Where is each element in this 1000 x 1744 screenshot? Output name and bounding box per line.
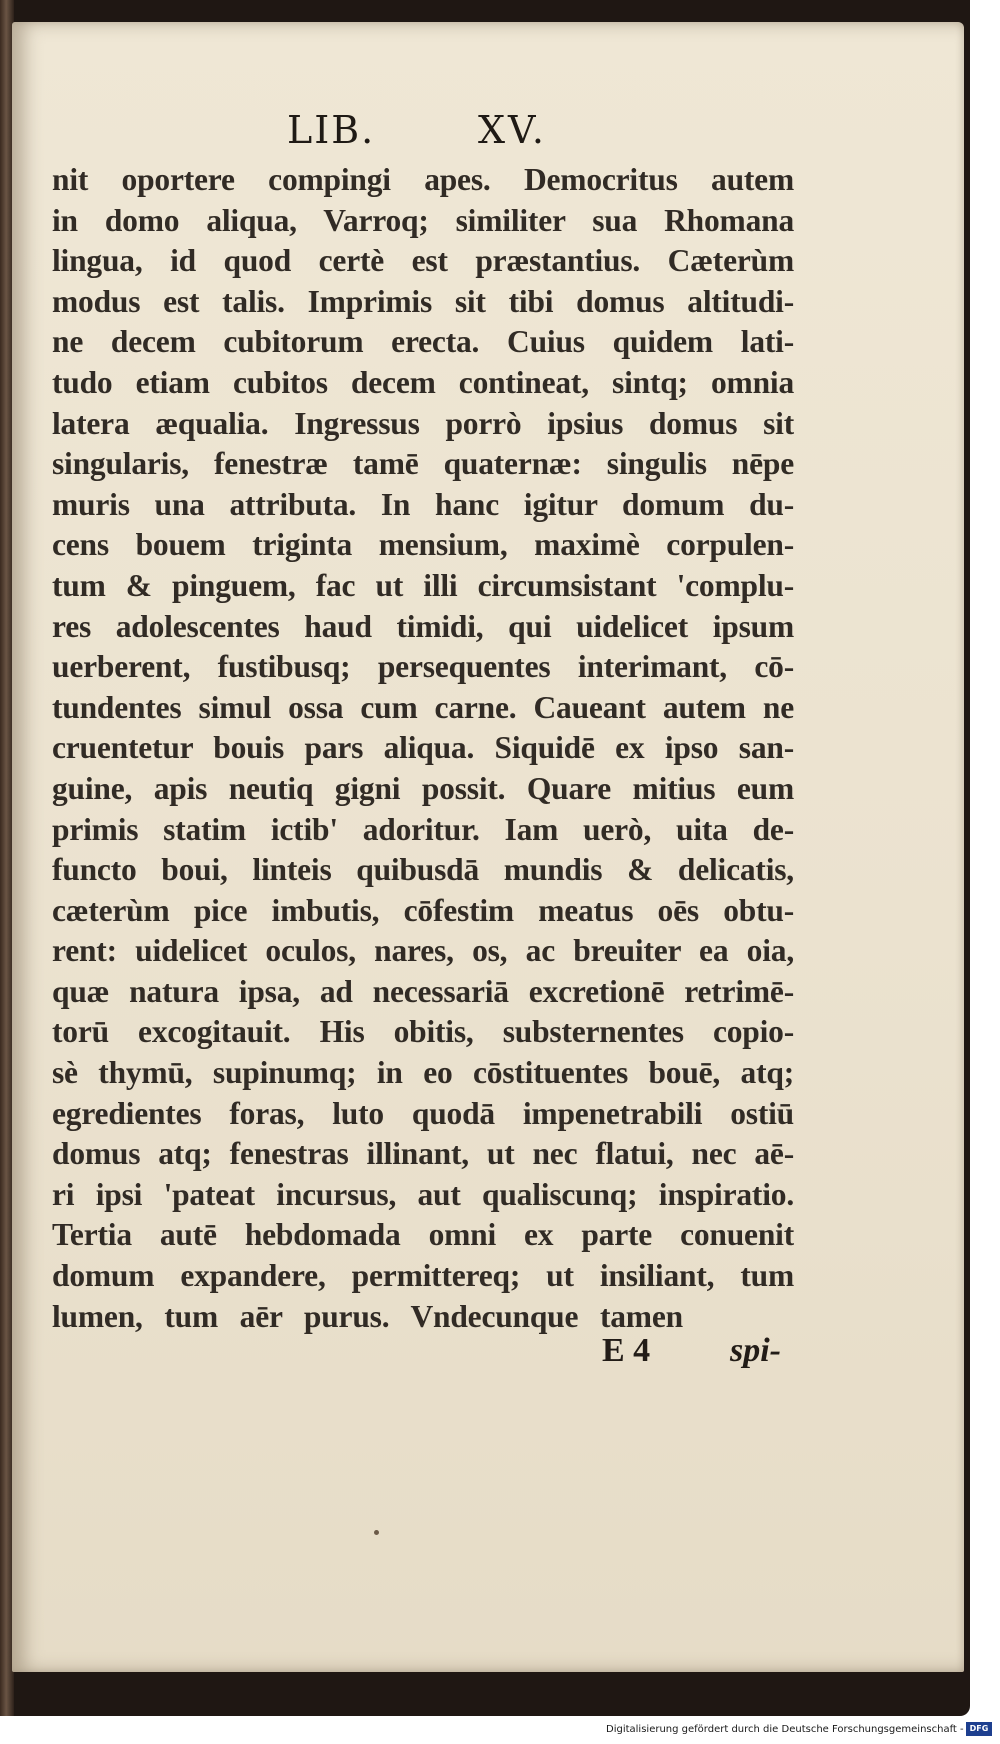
text-line: cæterùm pice imbutis, cōfestim meatus oēs obtu-	[52, 892, 794, 928]
book-page	[12, 22, 964, 1672]
text-line: cruentetur bouis pars aliqua. Siquidē ex ipso san-	[52, 730, 794, 766]
digitization-credit: Digitalisierung gefördert durch die Deutsche Forschungsgemeinschaft -	[606, 1724, 964, 1735]
text-line: rent: uidelicet oculos, nares, os, ac breuiter ea oia,	[52, 933, 794, 969]
text-line: sè thymū, supinumq; in eo cōstituentes bouē, atq;	[52, 1055, 794, 1091]
text-line: latera æqualia. Ingressus porrò ipsius domus sit	[52, 405, 794, 441]
body-text	[52, 160, 794, 1337]
text-line: modus est talis. Imprimis sit tibi domus altitudi-	[52, 283, 794, 319]
text-line: tundentes simul ossa cum carne. Caueant autem ne	[52, 689, 794, 725]
text-line: in domo aliqua, Varroq; similiter sua Rhomana	[52, 202, 794, 238]
text-line: ne decem cubitorum erecta. Cuius quidem lati-	[52, 324, 794, 360]
text-line: functo boui, linteis quibusdā mundis & delicatis,	[52, 852, 794, 888]
text-line: egredientes foras, luto quodā impenetrabili ostiū	[52, 1095, 794, 1131]
dfg-logo: DFG	[966, 1722, 992, 1736]
catchword: spi-	[730, 1332, 781, 1369]
text-line: muris una attributa. In hanc igitur domum du-	[52, 486, 794, 522]
text-line: tudo etiam cubitos decem contineat, sintq; omnia	[52, 364, 794, 400]
text-line: torū excogitauit. His obitis, substernentes copio-	[52, 1014, 794, 1050]
running-head	[12, 92, 964, 152]
text-line-last: lumen, tum aēr purus. Vndecunque tamen	[52, 1298, 683, 1334]
text-line: Tertia autē hebdomada omni ex parte conuenit	[52, 1217, 794, 1253]
text-line: lingua, id quod certè est præstantius. Cæterùm	[52, 243, 794, 279]
running-head-number: XV.	[478, 108, 547, 152]
text-line: quæ natura ipsa, ad necessariā excretionē retrimē-	[52, 973, 794, 1009]
text-line: guine, apis neutiq gigni possit. Quare mitius eum	[52, 770, 794, 806]
text-line: singularis, fenestræ tamē quaternæ: singulis nēpe	[52, 446, 794, 482]
text-line: tum & pinguem, fac ut illi circumsistant 'complu-	[52, 567, 794, 603]
text-line: domum expandere, permittereq; ut insiliant, tum	[52, 1258, 794, 1294]
text-line: nit oportere compingi apes. Democritus autem	[52, 162, 794, 197]
ink-speck	[374, 1530, 379, 1535]
text-line: res adolescentes haud timidi, qui uidelicet ipsum	[52, 608, 794, 644]
signature-mark: E 4	[602, 1332, 651, 1369]
text-line: domus atq; fenestras illinant, ut nec flatui, nec aē-	[52, 1136, 794, 1172]
running-head-book: LIB.	[287, 108, 376, 152]
text-line: uerberent, fustibusq; persequentes interimant, cō-	[52, 649, 794, 685]
text-line: primis statim ictib' adoritur. Iam uerò, uita de-	[52, 811, 794, 847]
text-line: cens bouem triginta mensium, maximè corpulen-	[52, 527, 794, 563]
text-line: ri ipsi 'pateat incursus, aut qualiscunq; inspiratio.	[52, 1176, 794, 1212]
signature-line	[602, 1332, 802, 1376]
